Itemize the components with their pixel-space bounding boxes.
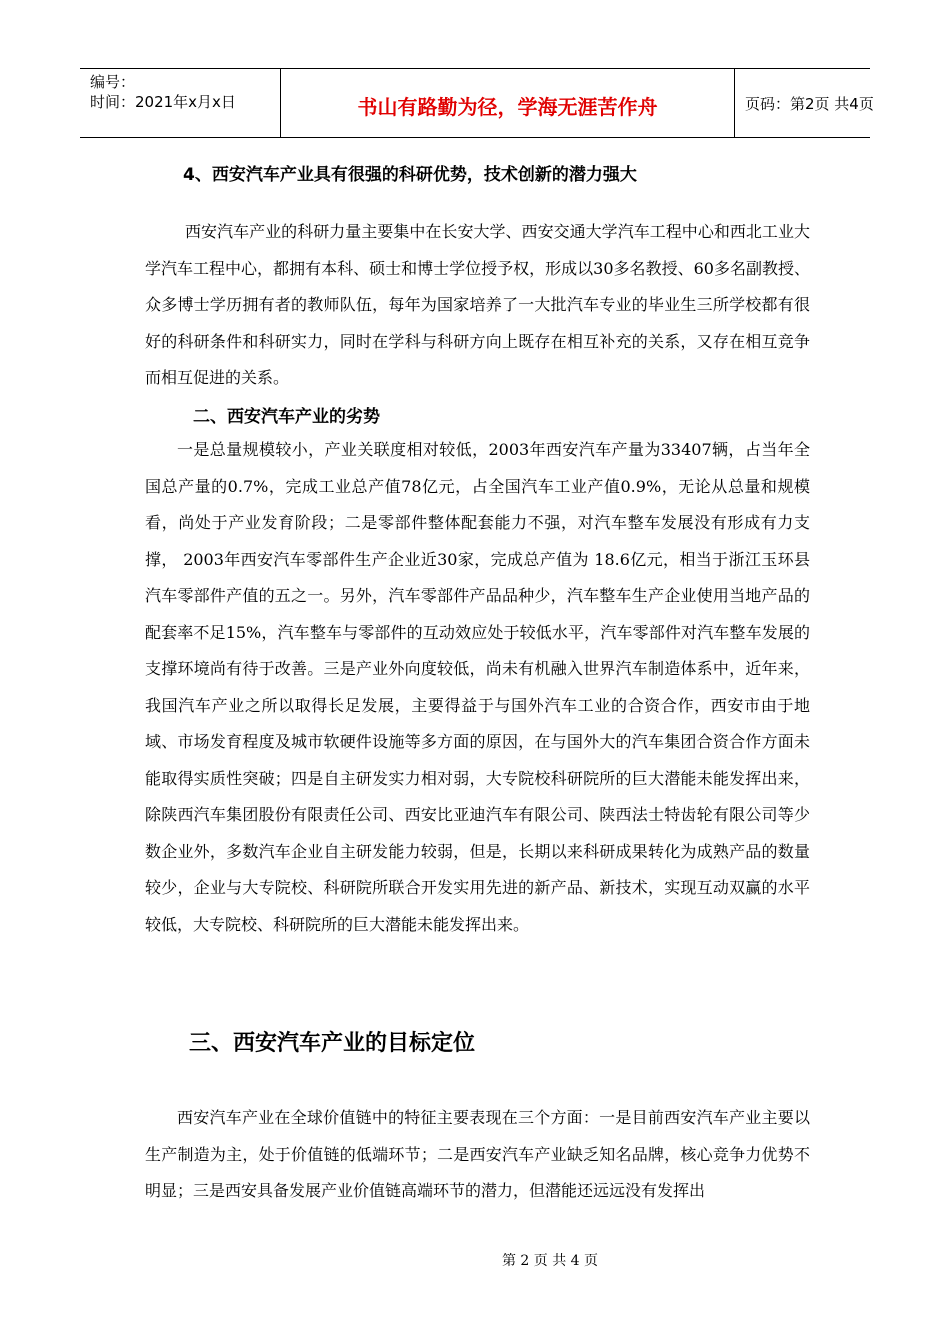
document-number-label: 编号： bbox=[90, 73, 136, 91]
header-info-cell bbox=[80, 69, 281, 137]
section-heading-4: 4、西安汽车产业具有很强的科研优势，技术创新的潜力强大 bbox=[183, 165, 637, 185]
section-heading-positioning: 三、西安汽车产业的目标定位 bbox=[189, 1031, 476, 1056]
header-page-cell bbox=[735, 69, 874, 137]
paragraph-weakness: 一是总量规模较小，产业关联度相对较低，2003年西安汽车产量为33407辆，占当年全国总产量的0.7%，完成工业总产值78亿元，占全国汽车工业产值0.9%，无论从总量和规模看，尚处于产业发育阶段；二是零部件整体配套能力不强，对汽车整车发展没有形成有力支撑， 2003年西安汽车零部件生产企业近30家，完成总产值为 18.6亿元，相当于浙江玉环县汽车零部件产值的五之一。另外，汽车零部件产品品种少，汽车整车生产企业使用当地产品的配套率不足15%，汽车整车与零部件的互动效应处于较低水平，汽车零部件对汽车整车发展的支撑环境尚有待于改善。三是产业外向度较低，尚未有机融入世界汽车制造体系中，近年来，我国汽车产业之所以取得长足发展，主要得益于与国外汽车工业的合资合作，西安市由于地域、市场发育程度及城市软硬件设施等多方面的原因，在与国外大的汽车集团合资合作方面未能取得实质性突破；四是自主研发实力相对弱，大专院校科研院所的巨大潜能未能发挥出来，除陕西汽车集团股份有限责任公司、西安比亚迪汽车有限公司、陕西法士特齿轮有限公司等少数企业外，多数汽车企业自主研发能力较弱，但是，长期以来科研成果转化为成熟产品的数量较少，企业与大专院校、科研院所联合开发实用先进的新产品、新技术，实现互动双赢的水平较低，大专院校、科研院所的巨大潜能未能发挥出来。 bbox=[145, 440, 810, 934]
header-page-label: 页码：第2页 共4页 bbox=[745, 95, 874, 113]
page-header bbox=[80, 68, 874, 138]
paragraph-research: 西安汽车产业的科研力量主要集中在长安大学、西安交通大学汽车工程中心和西北工业大学汽车工程中心，都拥有本科、硕士和博士学位授予权，形成以30多名教授、60多名副教授、众多博士学历拥有者的教师队伍，每年为国家培养了一大批汽车专业的毕业生三所学校都有很好的科研条件和科研实力，同时在学科与科研方向上既存在相互补充的关系，又存在相互竞争而相互促进的关系。 bbox=[145, 222, 810, 387]
page-footer bbox=[0, 1250, 950, 1270]
header-motto-cell bbox=[281, 69, 735, 137]
paragraph-positioning: 西安汽车产业在全球价值链中的特征主要表现在三个方面：一是目前西安汽车产业主要以生产制造为主，处于价值链的低端环节；二是西安汽车产业缺乏知名品牌，核心竞争力优势不明显；三是西安具备发展产业价值链高端环节的潜力，但潜能还远远没有发挥出 bbox=[145, 1108, 810, 1200]
section-heading-weakness: 二、西安汽车产业的劣势 bbox=[193, 407, 380, 427]
header-motto: 书山有路勤为径，学海无涯苦作舟 bbox=[357, 95, 658, 119]
document-time-label: 时间：2021年x月x日 bbox=[90, 93, 236, 111]
footer-page-number: 第 2 页 共 4 页 bbox=[501, 1253, 599, 1269]
